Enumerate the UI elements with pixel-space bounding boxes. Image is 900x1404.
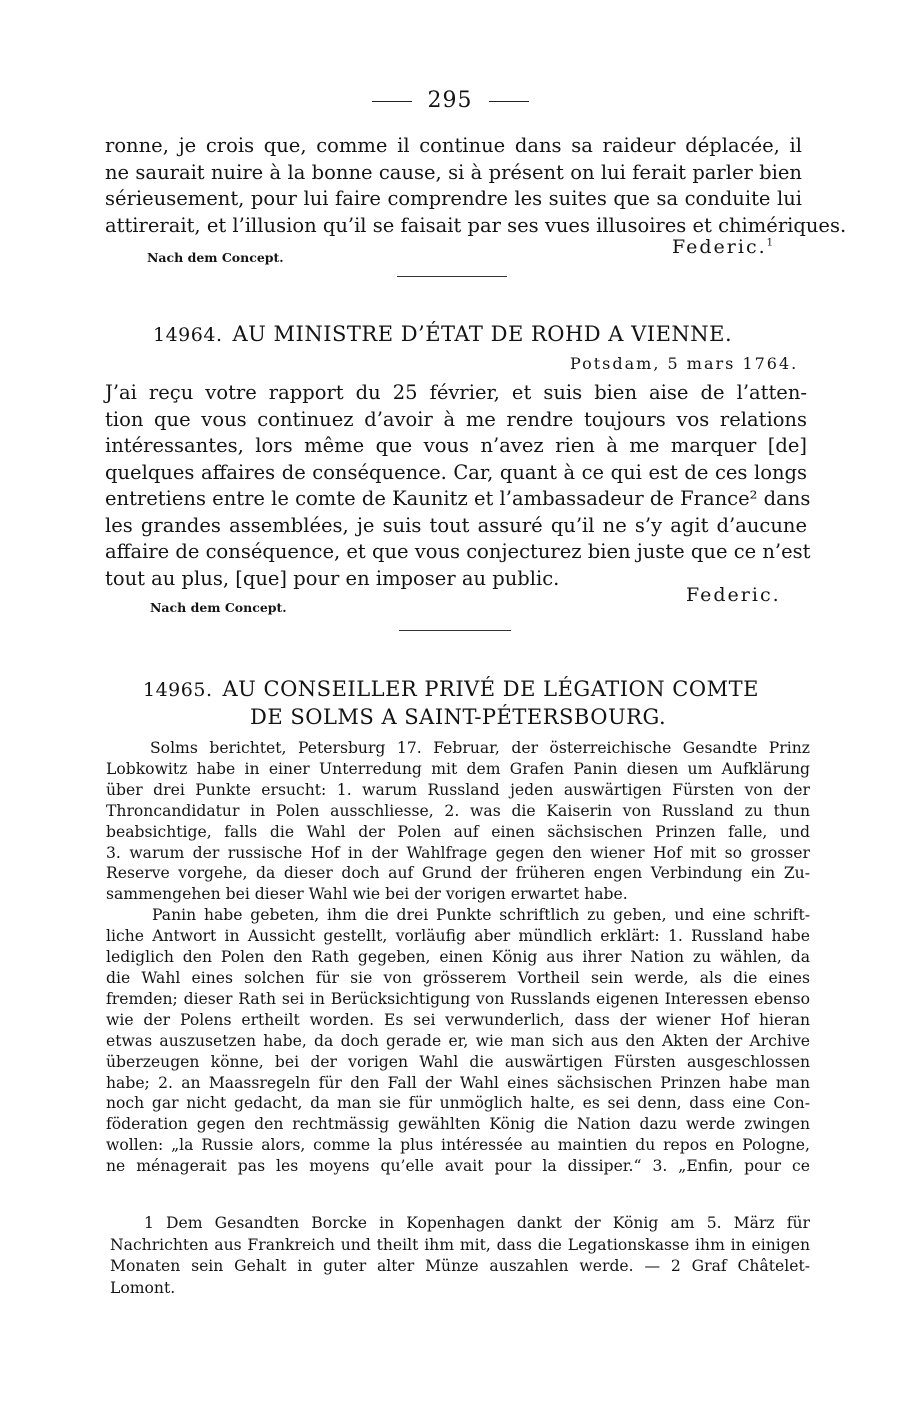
letter-title-line2: DE SOLMS A SAINT-PÉTERSBOURG. — [250, 705, 667, 729]
text-line: entretiens entre le comte de Kaunitz et l’ambassadeur de France² dans — [105, 487, 811, 510]
summary-line: Reserve vorgehe, da dieser doch auf Grund der früheren engen Verbindung ein Zu- — [106, 864, 810, 883]
summary-line: habe; 2. an Maassregeln für den Fall der Wahl eines sächsischen Prinzen habe man — [106, 1073, 810, 1092]
summary-line: fremden; dieser Rath sei in Berücksichtigung von Russlands eigenen Interessen ebenso — [106, 989, 810, 1008]
summary-line: ne ménagerait pas les moyens qu’elle avait pour la dissiper.“ 3. „Enfin, pour ce — [106, 1157, 810, 1176]
dateline: Potsdam, 5 mars 1764. — [570, 354, 799, 373]
footnote-line: Monaten sein Gehalt in guter alter Münze auszahlen werde. — 2 Graf Châtelet- — [110, 1257, 810, 1275]
page-number: 295 — [0, 88, 900, 113]
summary-line: lediglich den Polen den Rath gegeben, einen König aus ihrer Nation zu wählen, da — [106, 948, 810, 967]
signature: Federic.$^1$ — [672, 236, 774, 258]
footnote-line: Lomont. — [110, 1278, 176, 1297]
letter-summary — [106, 738, 810, 1177]
text-line: ronne, je crois que, comme il continue dans sa raideur déplacée, il — [105, 134, 802, 157]
signature: Federic. — [686, 584, 781, 606]
text-line: affaire de conséquence, et que vous conjecturez bien juste que ce n’est — [105, 540, 811, 563]
summary-line: Throncandidatur in Polen ausschliesse, 2. was die Kaiserin von Russland zu thun — [106, 801, 810, 820]
section-divider — [397, 276, 507, 277]
footnotes — [110, 1213, 810, 1299]
summary-line: föderation gegen den rechtmässig gewählten König die Nation dazu werde zwingen — [106, 1115, 810, 1134]
summary-line: beabsichtige, falls die Wahl der Polen auf einen sächsischen Prinzen falle, und — [106, 822, 810, 841]
summary-line: die Wahl eines solchen für sie von grösserem Vortheil sein werde, als die eines — [106, 968, 810, 987]
concept-note: Nach dem Concept. — [147, 250, 284, 265]
section-divider — [399, 630, 511, 631]
letter-title: AU MINISTRE D’ÉTAT DE ROHD A VIENNE. — [232, 322, 733, 346]
text-line: attirerait, et l’illusion qu’il se faisait par ses vues illusoires et chimériques. — [105, 213, 847, 237]
summary-line: 3. warum der russische Hof in der Wahlfrage gegen den wiener Hof mit so grosser — [106, 843, 810, 862]
summary-line: Panin habe gebeten, ihm die drei Punkte schriftlich zu geben, und eine schrift- — [152, 906, 810, 925]
summary-line: Lobkowitz habe in einer Unterredung mit dem Grafen Panin diesen um Aufklärung — [106, 759, 810, 778]
letter-heading — [153, 322, 732, 346]
letter-heading — [143, 677, 759, 701]
summary-line: über drei Punkte ersucht: 1. warum Russland jeden auswärtigen Fürsten von der — [106, 780, 810, 799]
summary-line: Solms berichtet, Petersburg 17. Februar, der österreichische Gesandte Prinz — [150, 739, 810, 757]
footnote-marker: 1 — [766, 237, 774, 249]
letter-number: 14964. — [153, 324, 223, 346]
letter-number: 14965. — [143, 679, 213, 701]
footnote-line: 1 Dem Gesandten Borcke in Kopenhagen dankt der König am 5. März für — [144, 1214, 810, 1232]
text-line: quelques affaires de conséquence. Car, quant à ce qui est de ces longs — [105, 460, 807, 484]
previous-letter-text — [105, 133, 847, 239]
dash-left — [372, 101, 412, 102]
concept-note: Nach dem Concept. — [150, 600, 287, 615]
summary-line: liche Antwort in Aussicht gestellt, vorläufig aber mündlich erklärt: 1. Russland habe — [106, 927, 810, 946]
summary-line: wie der Polens ertheilt worden. Es sei verwunderlich, dass der wiener Hof hieran — [106, 1010, 810, 1029]
letter-title-line1: AU CONSEILLER PRIVÉ DE LÉGATION COMTE — [222, 677, 759, 701]
text-line: tion que vous continuez d’avoir à me rendre toujours vos relations — [105, 407, 807, 431]
text-line: les grandes assemblées, je suis tout assuré qu’il ne s’y agit d’aucune — [105, 513, 807, 537]
summary-line: wollen: „la Russie alors, comme la plus intéressée au maintien du repos en Pologne, — [106, 1136, 810, 1155]
text-line: intéressantes, lors même que vous n’avez rien à me marquer [de] — [105, 434, 807, 457]
letter-body — [105, 380, 811, 592]
summary-line: sammengehen bei dieser Wahl wie bei der vorigen erwartet habe. — [106, 885, 628, 904]
summary-line: etwas auszusetzen habe, da doch gerade er, wie man sich aus den Akten der Archive — [106, 1031, 810, 1050]
text-line: ne saurait nuire à la bonne cause, si à présent on lui ferait parler bien — [105, 160, 802, 184]
text-line: tout au plus, [que] pour en imposer au public. — [105, 566, 560, 590]
summary-line: noch gar nicht gedacht, da man sie für unmöglich halte, es sei denn, dass eine Con- — [106, 1094, 810, 1113]
text-line: sérieusement, pour lui faire comprendre les suites que sa conduite lui — [105, 187, 802, 210]
summary-line: überzeugen könne, bei der vorigen Wahl die auswärtigen Fürsten ausgeschlossen — [106, 1052, 810, 1071]
text-line: J’ai reçu votre rapport du 25 février, et suis bien aise de l’atten- — [105, 381, 807, 404]
dash-right — [489, 101, 529, 102]
footnote-line: Nachrichten aus Frankreich und theilt ihm mit, dass die Legationskasse ihm in einigen — [110, 1235, 810, 1254]
